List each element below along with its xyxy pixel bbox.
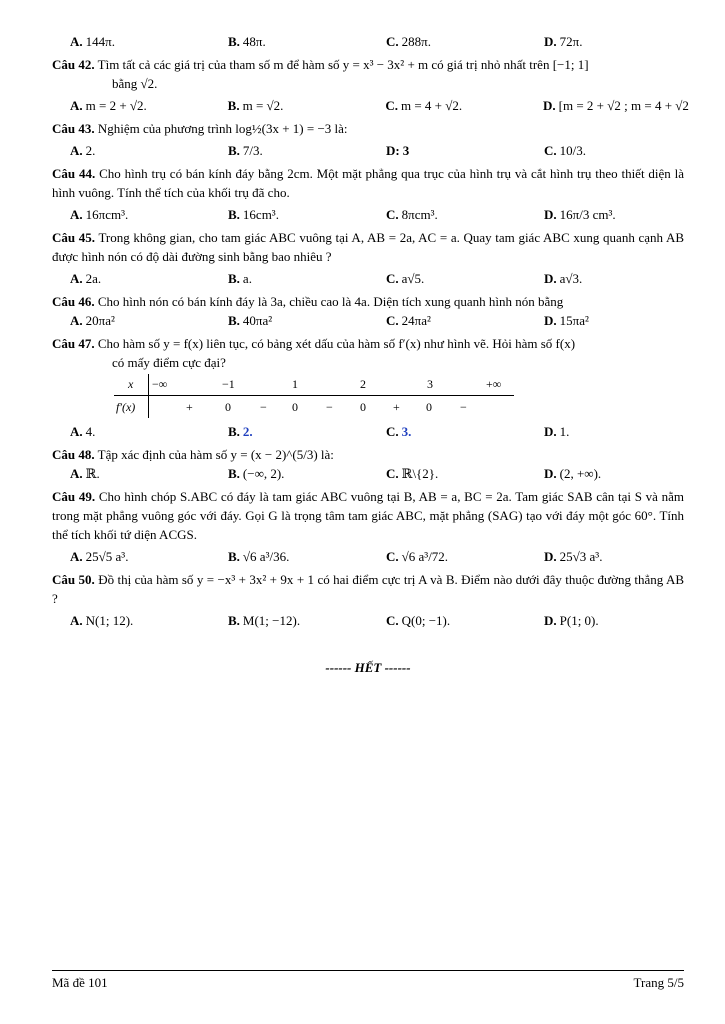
question-44: Câu 44. Cho hình trụ có bán kính đáy bằng 2cm. Một mặt phẳng qua trục của hình trụ và cắt hình trụ theo thiết diện là hình vuông. Tính thể tích của khối trụ đã cho. [52,166,685,200]
exam-page [52,32,689,676]
option-a: A. 16πcm³. [70,207,129,222]
table-hline [114,395,514,396]
option-d: D. (2, +∞). [544,466,602,481]
option-d: D: 3 [386,143,410,158]
option-a: A. 144π. [70,34,115,49]
sign: + [186,400,193,414]
q43-options [52,141,684,160]
x-value: 3 [427,377,433,391]
x-value: +∞ [486,377,502,391]
option-b: B. a. [228,271,252,286]
sign: 0 [360,400,366,414]
exam-code: Mã đề 101 [52,975,108,990]
option-d: D. a√3. [544,271,583,286]
option-b: B. 48π. [228,34,266,49]
sign: − [260,400,267,414]
option-a: A. 4. [70,424,96,439]
q42-options [52,96,689,115]
page-number: Trang 5/5 [633,975,684,990]
q49-options [52,547,684,566]
option-a: A. N(1; 12). [70,613,134,628]
q46-options [52,311,684,330]
question-43: Câu 43. Nghiệm của phương trình log½(3x + 1) = −3 là: [52,121,348,136]
option-a: A. m = 2 + √2. [70,98,147,113]
option-b: B. M(1; −12). [228,613,301,628]
option-b: B. 2. [228,424,253,439]
question-42: Câu 42. Tìm tất cả các giá trị của tham số m để hàm số y = x³ − 3x² + m có giá trị nhỏ nhất trên [−1; 1] [52,57,589,72]
q45-options [52,269,684,288]
option-c: C. m = 4 + √2. [385,98,463,113]
sign: 0 [292,400,298,414]
q47-options [52,422,684,441]
option-c: C. ℝ\{2}. [386,466,439,481]
x-value: 1 [292,377,298,391]
option-b: B. (−∞, 2). [228,466,285,481]
q41-options [52,32,684,51]
option-c: C. 24πa² [386,313,431,328]
question-45: Câu 45. Trong không gian, cho tam giác ABC vuông tại A, AB = 2a, AC = a. Quay tam giác ABC xung quanh cạnh AB được hình nón có độ dài đường sinh bằng bao nhiêu ? [52,230,685,264]
q48-options [52,464,684,483]
option-b: B. 40πa² [228,313,273,328]
option-c: C. 288π. [386,34,431,49]
x-value: −1 [222,377,235,391]
option-b: B. 7/3. [228,143,263,158]
option-c: C. 3. [386,424,412,439]
q44-options [52,205,684,224]
option-b: B. 16cm³. [228,207,279,222]
table-vline [148,374,149,418]
question-46: Câu 46. Cho hình nón có bán kính đáy là 3a, chiều cao là 4a. Diện tích xung quanh hình nón bằng [52,294,564,309]
x-value: −∞ [152,377,168,391]
option-c: C. √6 a³/72. [386,549,449,564]
question-48: Câu 48. Tập xác định của hàm số y = (x − 2)^(5/3) là: [52,447,334,462]
sign: − [326,400,333,414]
row-label-x: x [128,377,134,391]
option-d: D. [m = 2 + √2 ; m = 4 + √2 [543,98,689,113]
option-c: C. a√5. [386,271,425,286]
option-d: D. 15πa² [544,313,589,328]
sign: 0 [225,400,231,414]
x-value: 2 [360,377,366,391]
question-50: Câu 50. Đồ thị của hàm số y = −x³ + 3x² + 9x + 1 có hai điểm cực trị A và B. Điểm nào dưới đây thuộc đường thẳng AB ? [52,572,684,606]
question-47-cont: có mấy điểm cực đại? [112,355,226,370]
option-d: D. 72π. [544,34,583,49]
question-47: Câu 47. Cho hàm số y = f(x) liên tục, có bảng xét dấu của hàm số f′(x) như hình vẽ. Hỏi hàm số f(x) [52,336,576,351]
option-c: C. 10/3. [544,143,587,158]
option-b: B. √6 a³/36. [228,549,290,564]
option-d: D. 16π/3 cm³. [544,207,616,222]
option-a: A. 2a. [70,271,102,286]
option-d: D. 1. [544,424,570,439]
sign: − [460,400,467,414]
end-marker: ------ HẾT ------ [325,660,411,675]
option-c: C. Q(0; −1). [386,613,451,628]
sign: + [393,400,400,414]
page-footer [52,970,684,991]
option-a: A. ℝ. [70,466,100,481]
option-c: C. 8πcm³. [386,207,438,222]
option-d: D. P(1; 0). [544,613,599,628]
sign: 0 [426,400,432,414]
option-a: A. 25√5 a³. [70,549,129,564]
sign-table [114,374,514,418]
option-a: A. 2. [70,143,96,158]
option-b: B. m = √2. [227,98,284,113]
question-42-cont: bằng √2. [112,76,158,91]
row-label-fprime: f′(x) [116,400,136,414]
option-a: A. 20πa² [70,313,115,328]
question-49: Câu 49. Cho hình chóp S.ABC có đáy là tam giác ABC vuông tại B, AB = a, BC = 2a. Tam giác SAB cân tại S và nằm trong mặt phẳng vuông góc với đáy. Gọi G là trọng tâm tam giác ABC, mặt phẳng (SAG) tạo với đáy một góc 60°. Tính thể tích khối tứ diện ACGS. [52,489,685,542]
option-d: D. 25√3 a³. [544,549,603,564]
q50-options [52,611,684,630]
